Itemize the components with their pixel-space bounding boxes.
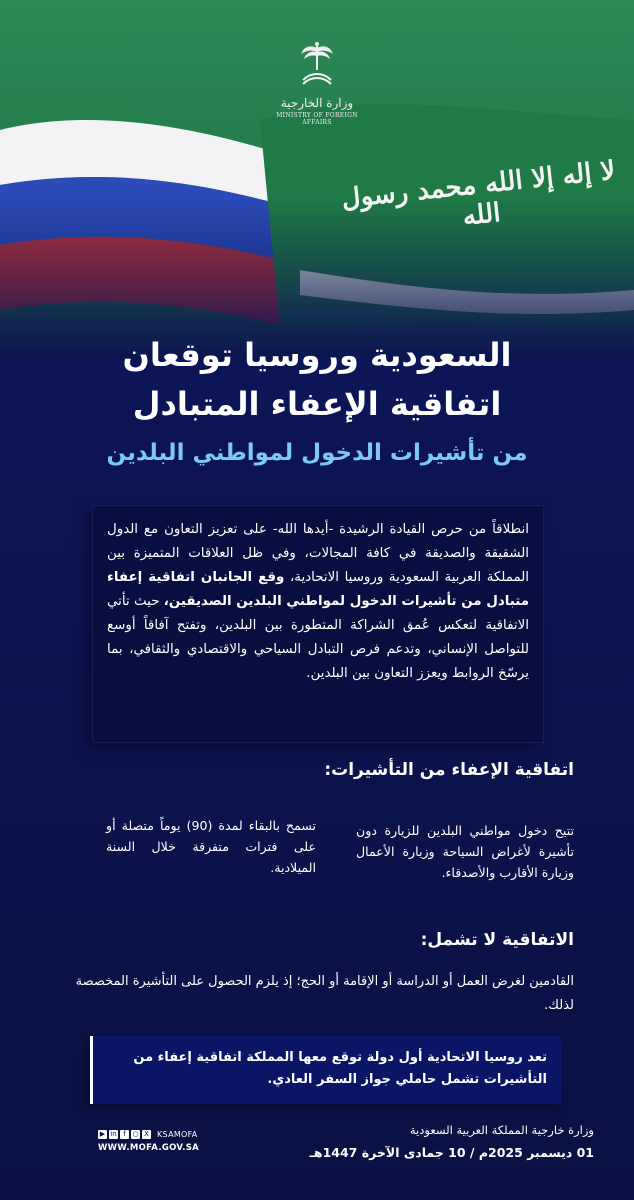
x-icon[interactable]: X	[142, 1130, 151, 1139]
footer-source	[310, 1123, 594, 1160]
visa-exemption-duration: تسمح بالبقاء لمدة (90) يوماً متصلة أو على فترات متفرقة خلال السنة الميلادية.	[106, 818, 316, 875]
visa-exemption-purposes: تتيح دخول مواطني البلدين للزيارة دون تأشيرة لأغراض السياحة وزيارة الأعمال وزيارة الأقارب والأصدقاء.	[356, 823, 574, 880]
linkedin-icon[interactable]: in	[110, 1130, 117, 1138]
intro-box	[92, 505, 544, 743]
social-handle[interactable]: KSAMOFA	[157, 1130, 198, 1139]
headline-line-2: اتفاقية الإعفاء المتبادل	[132, 385, 502, 423]
headline-line-3: من تأشيرات الدخول لمواطني البلدين	[106, 440, 528, 466]
footer-social	[98, 1130, 199, 1153]
intro-text-part1: انطلاقاً من حرص القيادة الرشيدة -أيدها الله- على تعزيز التعاون مع الدول الشقيقة والصديقة في كافة المجالات، وفي ظل العلاقات المتميزة بين المملكة العربية السعودية وروسيا الاتحادية،	[107, 522, 529, 585]
ministry-name-arabic: وزارة الخارجية	[280, 96, 354, 110]
callout-text: تعد روسيا الاتحادية أول دولة توقع معها المملكة اتفاقية إعفاء من التأشيرات تشمل حاملي جواز السفر العادي.	[133, 1050, 547, 1087]
instagram-icon[interactable]: ○	[132, 1130, 139, 1138]
intro-paragraph	[93, 506, 543, 686]
section-heading-visa-exemption: اتفاقية الإعفاء من التأشيرات:	[324, 760, 574, 780]
callout-box	[90, 1036, 561, 1104]
youtube-icon[interactable]: ▶	[99, 1130, 106, 1138]
footer-date: 01 ديسمبر 2025م / 10 جمادى الآخرة 1447هـ	[309, 1145, 594, 1160]
flag-shahada-text: لا إله إلا الله محمد رسول الله	[340, 155, 617, 232]
intro-text-bold: وقع الجانبان اتفاقية إعفاء متبادل من تأشيرات الدخول لمواطني البلدين الصديقين،	[107, 570, 529, 609]
website-link[interactable]: WWW.MOFA.GOV.SA	[98, 1143, 200, 1153]
ministry-name-english: MINISTRY OF FOREIGN AFFAIRS	[276, 112, 358, 126]
palm-swords-emblem-icon	[297, 40, 337, 92]
exclusions-text: القادمين لغرض العمل أو الدراسة أو الإقامة أو الحج؛ إذ يلزم الحصول على التأشيرة المخصصة لذلك.	[75, 974, 574, 1013]
section-heading-exclusions: الاتفاقية لا تشمل:	[420, 930, 574, 950]
intro-text-part2: حيث تأتي الاتفاقية لتعكس عُمق الشراكة المتطورة بين البلدين، وتفتح آفاقاً أوسع للتواصل الإنساني، وتدعم فرص التبادل السياحي والاقتصادي والثقافي، بما يرسّخ الروابط ويعزز التعاون بين البلدين.	[107, 594, 529, 681]
facebook-icon[interactable]: f	[120, 1130, 129, 1139]
headline-line-1: السعودية وروسيا توقعان	[122, 336, 512, 374]
ministry-logo	[262, 40, 372, 126]
footer-ministry: وزارة خارجية المملكة العربية السعودية	[409, 1123, 594, 1137]
